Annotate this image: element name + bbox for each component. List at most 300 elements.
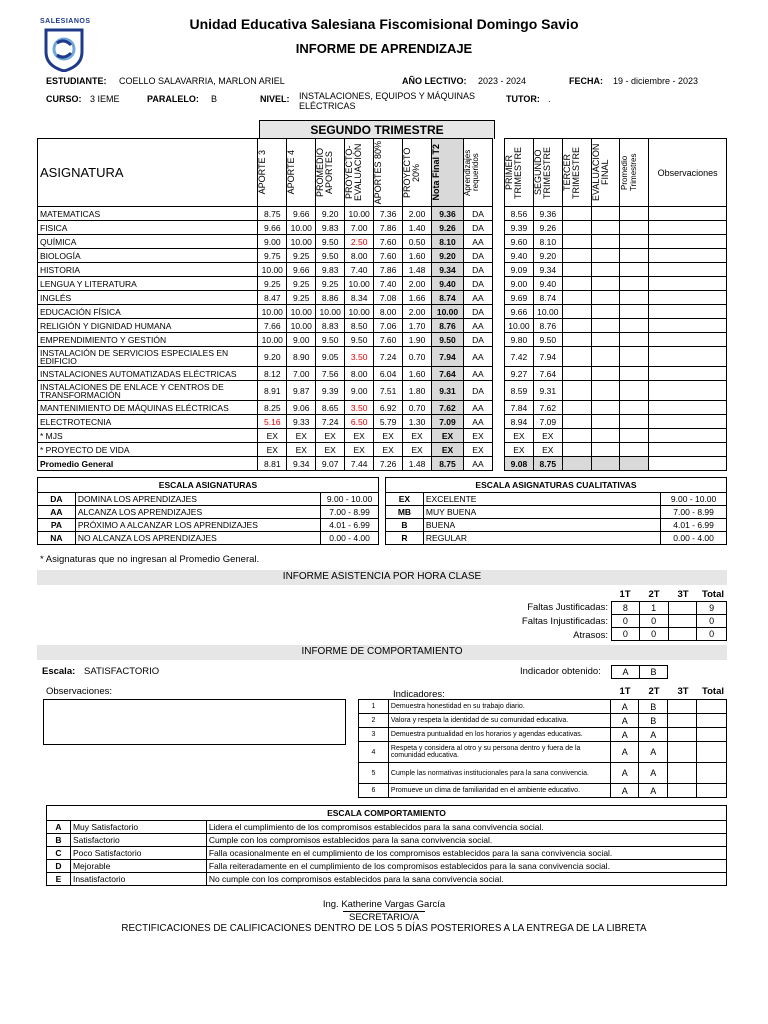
grade-cell: 7.60 — [374, 235, 403, 249]
t2-grade: 9.50 — [533, 333, 562, 347]
grade-cell: 2.00 — [403, 277, 432, 291]
grade-cell: EX — [258, 429, 287, 443]
empty-cell — [620, 263, 649, 277]
indicators-table — [358, 699, 727, 798]
grade-cell: 8.10 — [432, 235, 464, 249]
empty-cell — [697, 728, 727, 742]
level: INSTALACIONES, EQUIPOS Y MÁQUINAS ELÉCTRICAS — [299, 91, 476, 111]
summary-row — [505, 319, 727, 333]
grade-row — [38, 347, 493, 367]
indicator-row — [359, 784, 727, 798]
behavior-name: Poco Satisfactorio — [70, 847, 206, 860]
grade-cell: 2.00 — [403, 305, 432, 319]
empty-cell — [649, 457, 727, 471]
behavior-name: Satisfactorio — [70, 834, 206, 847]
subject-name: INGLÉS — [38, 291, 258, 305]
average-cell: 8.81 — [258, 457, 287, 471]
empty-cell — [649, 221, 727, 235]
average-row — [38, 457, 493, 471]
average-cell: 7.26 — [374, 457, 403, 471]
grade-cell: 9.31 — [432, 381, 464, 401]
att-h-3t: 3T — [677, 589, 689, 600]
scale-code: B — [386, 519, 424, 532]
grade-cell: DA — [463, 249, 492, 263]
empty-cell — [620, 235, 649, 249]
empty-cell — [562, 347, 591, 367]
grade-cell: 9.87 — [287, 381, 316, 401]
indicator-1t-value: A — [611, 742, 639, 763]
grade-row — [38, 333, 493, 347]
grade-cell: EX — [432, 429, 464, 443]
grade-cell: 9.40 — [432, 277, 464, 291]
grade-cell: 1.60 — [403, 249, 432, 263]
grade-cell: 7.51 — [374, 381, 403, 401]
t1-grade: 8.59 — [505, 381, 534, 401]
attendance-row — [612, 602, 727, 615]
indicator-1t-value: A — [611, 700, 639, 714]
grade-cell: 8.91 — [258, 381, 287, 401]
grade-cell: 9.20 — [258, 347, 287, 367]
t2-grade: EX — [533, 443, 562, 457]
summary-header: TERCER TRIMESTRE — [561, 146, 581, 199]
grade-row — [38, 381, 493, 401]
subject-name: BIOLOGÍA — [38, 249, 258, 263]
grade-row — [38, 235, 493, 249]
grade-cell: 1.40 — [403, 221, 432, 235]
grade-cell: EX — [463, 443, 492, 457]
attendance-cell: 0 — [639, 628, 668, 641]
empty-cell — [668, 763, 697, 784]
grade-cell: 3.50 — [345, 347, 374, 367]
indicator-row — [359, 763, 727, 784]
indicator-1t: A — [612, 666, 640, 679]
attendance-row — [612, 628, 727, 641]
behavior-code: E — [47, 873, 71, 886]
empty-cell — [620, 457, 649, 471]
grade-cell: 8.74 — [432, 291, 464, 305]
t1-grade: 10.00 — [505, 319, 534, 333]
t1-grade: 9.80 — [505, 333, 534, 347]
empty-cell — [697, 763, 727, 784]
empty-cell — [591, 401, 620, 415]
grade-cell: 0.70 — [403, 347, 432, 367]
behavior-code: B — [47, 834, 71, 847]
grade-cell: EX — [374, 443, 403, 457]
attendance-cell — [668, 602, 697, 615]
grade-cell: DA — [463, 305, 492, 319]
empty-cell — [697, 700, 727, 714]
summary-header: SEGUNDO TRIMESTRE — [532, 146, 552, 199]
t2-grade: 9.20 — [533, 249, 562, 263]
empty-cell — [620, 347, 649, 367]
scale-range: 4.01 - 6.99 — [321, 519, 379, 532]
grade-cell: 1.90 — [403, 333, 432, 347]
indicator-2t-value: A — [639, 763, 668, 784]
subject-name: INSTALACIONES AUTOMATIZADAS ELÉCTRICAS — [38, 367, 258, 381]
summary-row — [505, 401, 727, 415]
summary-row — [505, 207, 727, 221]
label-level: NIVEL: — [260, 94, 290, 104]
empty-cell — [668, 700, 697, 714]
grade-cell: 10.00 — [432, 305, 464, 319]
empty-cell — [591, 415, 620, 429]
grade-row — [38, 443, 493, 457]
grade-cell: 1.80 — [403, 381, 432, 401]
grade-cell: 10.00 — [316, 305, 345, 319]
observations-label: Observaciones: — [46, 686, 113, 697]
grade-cell: 10.00 — [345, 277, 374, 291]
scale-desc: DOMINA LOS APRENDIZAJES — [75, 493, 320, 506]
grade-cell: AA — [463, 291, 492, 305]
grade-cell: 7.60 — [374, 249, 403, 263]
t2-average: 8.75 — [533, 457, 562, 471]
attendance-cell — [668, 628, 697, 641]
grade-cell: 1.66 — [403, 291, 432, 305]
grade-cell: 9.50 — [345, 333, 374, 347]
col-header: APORTE 3 — [257, 150, 268, 195]
summary-header: Promedio Trimestres — [620, 153, 639, 192]
ind-h-3t: 3T — [677, 686, 689, 697]
t1-grade: EX — [505, 429, 534, 443]
attendance-title: INFORME ASISTENCIA POR HORA CLASE — [282, 571, 482, 582]
grade-cell: 7.09 — [432, 415, 464, 429]
grade-cell: 7.86 — [374, 263, 403, 277]
t2-grade: EX — [533, 429, 562, 443]
indicator-2t: B — [640, 666, 668, 679]
t1-grade: 7.42 — [505, 347, 534, 367]
grade-row — [38, 305, 493, 319]
signature-name: Ing. Katherine Vargas García — [322, 899, 446, 910]
indicator-2t-value: B — [639, 714, 668, 728]
grade-row — [38, 263, 493, 277]
grade-cell: 9.25 — [316, 277, 345, 291]
subject-name: MATEMATICAS — [38, 207, 258, 221]
summary-row — [505, 443, 727, 457]
summary-row — [505, 381, 727, 401]
grade-cell: 7.00 — [345, 221, 374, 235]
grade-cell: 7.40 — [374, 277, 403, 291]
t1-grade: EX — [505, 443, 534, 457]
scale-title: ESCALA ASIGNATURAS CUALITATIVAS — [386, 478, 727, 493]
subject-name: MANTENIMIENTO DE MÁQUINAS ELÉCTRICAS — [38, 401, 258, 415]
summary-header: Observaciones — [649, 139, 727, 207]
subjects-scale-table — [37, 477, 379, 545]
grade-cell: 7.24 — [316, 415, 345, 429]
indicators-label: Indicadores: — [393, 689, 445, 700]
scale-code: NA — [38, 532, 76, 545]
scale-row — [38, 519, 379, 532]
grade-cell: 10.00 — [287, 305, 316, 319]
empty-cell — [591, 221, 620, 235]
t1-grade: 8.94 — [505, 415, 534, 429]
behavior-scale-row — [47, 860, 727, 873]
t1-grade: 7.84 — [505, 401, 534, 415]
empty-cell — [591, 291, 620, 305]
student-name: COELLO SALAVARRIA, MARLON ARIEL — [119, 76, 285, 86]
empty-cell — [620, 333, 649, 347]
grade-cell: 9.20 — [316, 207, 345, 221]
empty-cell — [562, 319, 591, 333]
subject-name: QUÍMICA — [38, 235, 258, 249]
empty-cell — [620, 291, 649, 305]
scale-desc: NO ALCANZA LOS APRENDIZAJES — [75, 532, 320, 545]
empty-cell — [649, 415, 727, 429]
tutor: . — [548, 94, 551, 104]
grade-cell: 1.48 — [403, 263, 432, 277]
label-course: CURSO: — [46, 94, 82, 104]
grade-cell: AA — [463, 347, 492, 367]
attendance-cell: 1 — [639, 602, 668, 615]
t2-grade: 7.94 — [533, 347, 562, 367]
attendance-headers — [611, 589, 727, 601]
average-cell: AA — [463, 457, 492, 471]
label-date: FECHA: — [569, 76, 603, 86]
scale-desc: MUY BUENA — [423, 506, 660, 519]
empty-cell — [591, 333, 620, 347]
t1-grade: 9.66 — [505, 305, 534, 319]
grade-cell: 9.50 — [316, 333, 345, 347]
behavior-scale-title: ESCALA COMPORTAMIENTO — [47, 806, 727, 821]
grade-cell: DA — [463, 333, 492, 347]
average-summary-row — [505, 457, 727, 471]
indicator-row — [359, 700, 727, 714]
grade-cell: DA — [463, 221, 492, 235]
empty-cell — [649, 347, 727, 367]
t1-grade: 9.60 — [505, 235, 534, 249]
grade-cell: 9.26 — [432, 221, 464, 235]
grade-cell: 9.50 — [316, 235, 345, 249]
grade-cell: 8.00 — [374, 305, 403, 319]
attendance-cell: 0 — [639, 615, 668, 628]
school-name: Unidad Educativa Salesiana Fiscomisional Domingo Savio — [189, 16, 579, 32]
grade-row — [38, 291, 493, 305]
grade-cell: 9.00 — [345, 381, 374, 401]
empty-cell — [591, 443, 620, 457]
grade-cell: EX — [374, 429, 403, 443]
indicator-number: 1 — [359, 700, 389, 714]
grade-cell: 9.05 — [316, 347, 345, 367]
empty-cell — [649, 235, 727, 249]
grade-cell: 10.00 — [287, 235, 316, 249]
indicator-1t-value: A — [611, 763, 639, 784]
ind-h-2t: 2T — [648, 686, 660, 697]
empty-cell — [591, 347, 620, 367]
grade-cell: 8.00 — [345, 249, 374, 263]
indicator-row — [359, 714, 727, 728]
indicator-obtained — [611, 665, 668, 679]
scale-range: 9.00 - 10.00 — [321, 493, 379, 506]
grade-cell: 8.76 — [432, 319, 464, 333]
average-cell: 9.34 — [287, 457, 316, 471]
grade-cell: 9.83 — [316, 221, 345, 235]
average-label: Promedio General — [38, 457, 258, 471]
att-h-2t: 2T — [648, 589, 660, 600]
grade-cell: 1.70 — [403, 319, 432, 333]
grade-cell: 9.50 — [316, 249, 345, 263]
subject-name: HISTORIA — [38, 263, 258, 277]
grade-cell: 2.50 — [345, 235, 374, 249]
behavior-name: Muy Satisfactorio — [70, 821, 206, 834]
grade-cell: AA — [463, 319, 492, 333]
grade-cell: EX — [287, 443, 316, 457]
subject-name: EMPRENDIMIENTO Y GESTIÓN — [38, 333, 258, 347]
grade-cell: 9.06 — [287, 401, 316, 415]
empty-cell — [562, 381, 591, 401]
empty-cell — [697, 742, 727, 763]
grade-cell: 8.86 — [316, 291, 345, 305]
scale-code: AA — [38, 506, 76, 519]
empty-cell — [591, 277, 620, 291]
grade-cell: 10.00 — [287, 319, 316, 333]
grade-cell: 5.16 — [258, 415, 287, 429]
behavior-name: Mejorable — [70, 860, 206, 873]
empty-cell — [649, 333, 727, 347]
subject-name: FISICA — [38, 221, 258, 235]
empty-cell — [697, 784, 727, 798]
indicator-row — [359, 728, 727, 742]
empty-cell — [591, 207, 620, 221]
attendance-table — [611, 601, 727, 641]
grade-cell: 1.30 — [403, 415, 432, 429]
empty-cell — [562, 415, 591, 429]
trimester-title: SEGUNDO TRIMESTRE — [259, 120, 495, 139]
indicator-text: Valora y respeta la identidad de su comunidad educativa. — [388, 714, 610, 728]
scale-row — [386, 532, 727, 545]
empty-cell — [591, 263, 620, 277]
attendance-label: Faltas Justificadas: — [527, 602, 608, 613]
report-title: INFORME DE APRENDIZAJE — [295, 41, 473, 56]
empty-cell — [620, 249, 649, 263]
average-cell: 7.44 — [345, 457, 374, 471]
t1-grade: 9.00 — [505, 277, 534, 291]
scale-range: 0.00 - 4.00 — [661, 532, 727, 545]
label-tutor: TUTOR: — [506, 94, 540, 104]
report-date: 19 - diciembre - 2023 — [613, 76, 699, 86]
col-header: Nota Final T2 — [431, 144, 442, 201]
grade-cell: 6.92 — [374, 401, 403, 415]
attendance-cell: 8 — [612, 602, 640, 615]
empty-cell — [562, 235, 591, 249]
t1-grade: 9.69 — [505, 291, 534, 305]
scale-title: ESCALA ASIGNATURAS — [38, 478, 379, 493]
empty-cell — [591, 381, 620, 401]
t2-grade: 7.62 — [533, 401, 562, 415]
empty-cell — [562, 457, 591, 471]
att-h-1t: 1T — [619, 589, 631, 600]
attendance-label: Atrasos: — [573, 630, 608, 641]
grade-cell: 0.50 — [403, 235, 432, 249]
grade-cell: 7.24 — [374, 347, 403, 367]
behavior-desc: Falla ocasionalmente en el cumplimiento de los compromisos establecidos para la sana convivencia social. — [206, 847, 726, 860]
average-cell: 8.75 — [432, 457, 464, 471]
t2-grade: 7.64 — [533, 367, 562, 381]
empty-cell — [620, 207, 649, 221]
attendance-cell: 9 — [697, 602, 727, 615]
scale-row — [38, 506, 379, 519]
indicator-1t-value: A — [611, 784, 639, 798]
grade-cell: 9.00 — [258, 235, 287, 249]
indicator-2t-value: A — [639, 742, 668, 763]
grade-cell: 9.39 — [316, 381, 345, 401]
empty-cell — [620, 443, 649, 457]
grade-cell: 9.20 — [432, 249, 464, 263]
grade-cell: 6.50 — [345, 415, 374, 429]
empty-cell — [562, 305, 591, 319]
subject-header: ASIGNATURA — [38, 139, 258, 207]
indicator-number: 6 — [359, 784, 389, 798]
empty-cell — [620, 381, 649, 401]
grade-cell: 9.83 — [316, 263, 345, 277]
empty-cell — [620, 401, 649, 415]
observations-box — [43, 699, 346, 745]
t1-grade: 9.09 — [505, 263, 534, 277]
grade-cell: 7.56 — [316, 367, 345, 381]
empty-cell — [649, 367, 727, 381]
empty-cell — [562, 207, 591, 221]
scale-desc: REGULAR — [423, 532, 660, 545]
empty-cell — [620, 415, 649, 429]
grade-cell: 7.36 — [374, 207, 403, 221]
grade-cell: 9.75 — [258, 249, 287, 263]
grade-cell: 9.36 — [432, 207, 464, 221]
t1-average: 9.08 — [505, 457, 534, 471]
grade-cell: 10.00 — [258, 333, 287, 347]
grade-cell: DA — [463, 381, 492, 401]
grade-row — [38, 429, 493, 443]
ind-h-total: Total — [702, 686, 724, 697]
empty-cell — [620, 319, 649, 333]
behavior-desc: Falla reiteradamente en el cumplimiento de los compromisos establecidos para la sana convivencia social. — [206, 860, 726, 873]
grade-row — [38, 319, 493, 333]
grade-cell: 10.00 — [258, 305, 287, 319]
scale-code: EX — [386, 493, 424, 506]
grade-cell: 9.25 — [287, 277, 316, 291]
empty-cell — [649, 249, 727, 263]
t2-grade: 8.74 — [533, 291, 562, 305]
empty-cell — [562, 277, 591, 291]
empty-cell — [649, 429, 727, 443]
grade-cell: 5.79 — [374, 415, 403, 429]
grade-cell: 9.66 — [287, 207, 316, 221]
empty-cell — [649, 319, 727, 333]
scale-code: PA — [38, 519, 76, 532]
grade-cell: 2.00 — [403, 207, 432, 221]
parallel: B — [211, 94, 218, 104]
attendance-row — [612, 615, 727, 628]
subject-name: EDUCACIÓN FÍSICA — [38, 305, 258, 319]
behavior-code: D — [47, 860, 71, 873]
subject-name: INSTALACIÓN DE SERVICIOS ESPECIALES EN EDIFICIO — [38, 347, 258, 367]
grade-cell: 0.70 — [403, 401, 432, 415]
t2-grade: 7.09 — [533, 415, 562, 429]
empty-cell — [668, 784, 697, 798]
subject-name: LENGUA Y LITERATURA — [38, 277, 258, 291]
empty-cell — [649, 207, 727, 221]
indicator-number: 3 — [359, 728, 389, 742]
qualitative-scale-table — [385, 477, 727, 545]
grade-cell: 9.25 — [287, 291, 316, 305]
label-student: ESTUDIANTE: — [46, 76, 107, 86]
scale-range: 4.01 - 6.99 — [661, 519, 727, 532]
empty-cell — [620, 367, 649, 381]
attendance-cell: 0 — [612, 615, 640, 628]
grade-cell: EX — [403, 443, 432, 457]
empty-cell — [620, 277, 649, 291]
grade-row — [38, 249, 493, 263]
summary-row — [505, 367, 727, 381]
grade-cell: AA — [463, 401, 492, 415]
empty-cell — [620, 221, 649, 235]
